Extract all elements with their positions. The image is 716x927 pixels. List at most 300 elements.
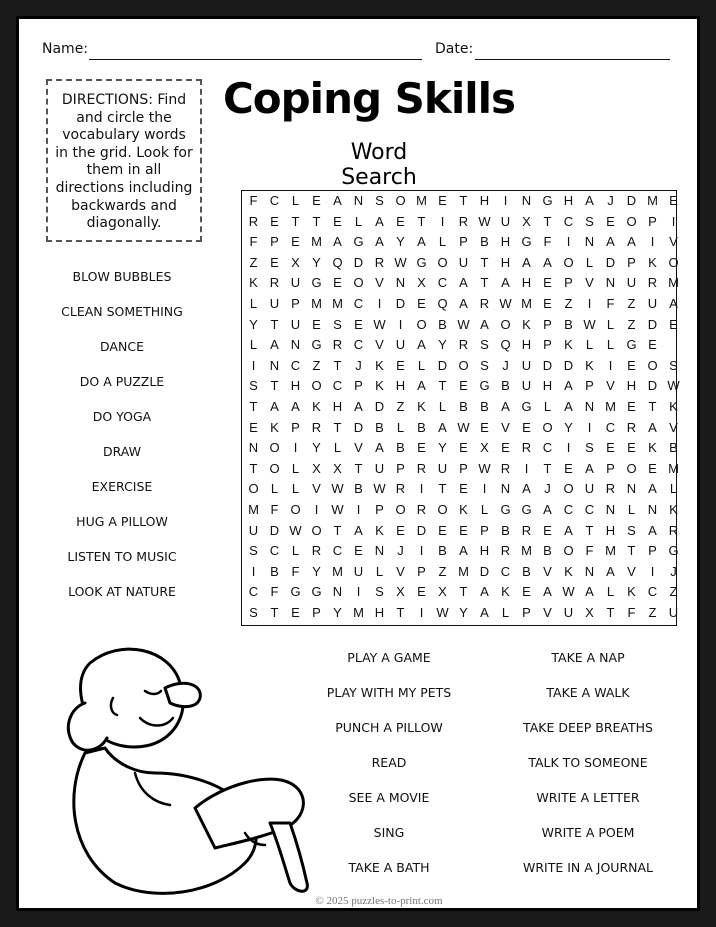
grid-letter[interactable]: Z — [438, 563, 447, 579]
grid-letter[interactable]: T — [438, 378, 447, 394]
grid-letter[interactable]: O — [458, 357, 469, 373]
grid-letter[interactable]: M — [311, 234, 322, 250]
grid-letter[interactable]: T — [333, 419, 342, 435]
grid-letter[interactable]: I — [398, 316, 403, 332]
grid-letter[interactable]: S — [249, 378, 258, 394]
grid-letter[interactable]: L — [438, 399, 447, 414]
grid-letter[interactable]: K — [270, 419, 279, 435]
grid-letter[interactable]: Z — [627, 296, 636, 311]
name-line[interactable] — [89, 59, 422, 60]
grid-letter[interactable]: N — [626, 481, 637, 497]
grid-letter[interactable]: S — [249, 605, 258, 620]
grid-letter[interactable]: A — [501, 399, 510, 414]
grid-letter[interactable]: C — [563, 213, 574, 229]
grid-letter[interactable]: O — [311, 522, 322, 538]
grid-letter[interactable]: T — [459, 584, 468, 600]
grid-letter[interactable]: D — [479, 563, 490, 579]
grid-letter[interactable]: K — [627, 584, 636, 600]
grid-letter[interactable]: P — [312, 605, 321, 620]
grid-letter[interactable]: C — [353, 337, 364, 353]
grid-letter[interactable]: P — [354, 378, 363, 394]
grid-letter[interactable]: A — [354, 522, 363, 538]
grid-letter[interactable]: F — [249, 193, 258, 208]
grid-letter[interactable]: W — [499, 296, 512, 311]
grid-letter[interactable]: F — [627, 605, 636, 620]
grid-letter[interactable]: Y — [333, 605, 342, 620]
grid-letter[interactable]: A — [543, 254, 552, 270]
grid-letter[interactable]: K — [375, 522, 384, 538]
grid-letter[interactable]: R — [521, 440, 532, 456]
grid-letter[interactable]: I — [419, 481, 424, 497]
grid-letter[interactable]: Z — [627, 316, 636, 332]
grid-letter[interactable]: Q — [500, 337, 511, 353]
grid-letter[interactable]: L — [291, 543, 300, 559]
grid-letter[interactable]: E — [438, 522, 447, 538]
grid-letter[interactable]: L — [585, 337, 594, 353]
grid-letter[interactable]: R — [458, 213, 469, 229]
grid-letter[interactable]: M — [605, 543, 616, 559]
grid-letter[interactable]: R — [374, 254, 385, 270]
grid-letter[interactable]: A — [459, 296, 468, 311]
grid-letter[interactable]: D — [437, 357, 448, 373]
grid-letter[interactable]: E — [291, 234, 300, 250]
grid-letter[interactable]: T — [396, 605, 405, 620]
grid-letter[interactable]: K — [648, 440, 657, 456]
grid-letter[interactable]: R — [416, 460, 427, 476]
grid-letter[interactable]: I — [608, 357, 613, 373]
grid-letter[interactable]: W — [331, 502, 344, 517]
grid-letter[interactable]: K — [585, 357, 594, 373]
grid-letter[interactable]: I — [293, 440, 298, 456]
grid-letter[interactable]: O — [437, 254, 448, 270]
grid-letter[interactable]: N — [374, 543, 385, 559]
grid-letter[interactable]: Y — [312, 254, 321, 270]
grid-letter[interactable]: F — [543, 234, 552, 250]
grid-letter[interactable]: L — [627, 502, 636, 517]
grid-letter[interactable]: O — [395, 502, 406, 517]
grid-letter[interactable]: R — [311, 543, 322, 559]
grid-letter[interactable]: M — [248, 502, 259, 517]
grid-letter[interactable]: A — [522, 254, 531, 270]
grid-letter[interactable]: I — [587, 296, 592, 311]
grid-letter[interactable]: I — [566, 440, 571, 456]
grid-letter[interactable]: W — [373, 316, 386, 332]
grid-letter[interactable]: E — [522, 584, 531, 600]
grid-letter[interactable]: I — [650, 563, 655, 579]
grid-letter[interactable]: N — [584, 234, 595, 250]
grid-letter[interactable]: P — [522, 605, 531, 620]
grid-letter[interactable]: U — [395, 337, 406, 353]
grid-letter[interactable]: O — [626, 460, 637, 476]
grid-letter[interactable]: V — [501, 419, 510, 435]
grid-letter[interactable]: I — [566, 234, 571, 250]
grid-letter[interactable]: R — [668, 522, 679, 538]
grid-letter[interactable]: I — [440, 213, 445, 229]
grid-letter[interactable]: T — [249, 399, 258, 414]
grid-letter[interactable]: G — [353, 234, 364, 250]
grid-letter[interactable]: V — [312, 481, 321, 497]
grid-letter[interactable]: M — [416, 193, 427, 208]
grid-letter[interactable]: E — [480, 419, 489, 435]
grid-letter[interactable]: E — [417, 584, 426, 600]
grid-letter[interactable]: K — [312, 399, 321, 414]
grid-letter[interactable]: U — [626, 275, 637, 291]
grid-letter[interactable]: N — [500, 481, 511, 497]
grid-letter[interactable]: W — [289, 522, 302, 538]
grid-letter[interactable]: D — [542, 357, 553, 373]
grid-letter[interactable]: U — [437, 460, 448, 476]
grid-letter[interactable]: K — [522, 316, 531, 332]
grid-letter[interactable]: X — [438, 584, 447, 600]
grid-letter[interactable]: E — [669, 316, 678, 332]
grid-letter[interactable]: T — [354, 460, 363, 476]
grid-letter[interactable]: T — [291, 213, 300, 229]
grid-letter[interactable]: Y — [249, 316, 258, 332]
grid-letter[interactable]: X — [522, 213, 531, 229]
grid-letter[interactable]: W — [478, 213, 491, 229]
grid-letter[interactable]: A — [417, 337, 426, 353]
grid-letter[interactable]: Y — [312, 440, 321, 456]
grid-letter[interactable]: Y — [438, 337, 447, 353]
grid-letter[interactable]: E — [270, 213, 279, 229]
grid-letter[interactable]: A — [333, 193, 342, 208]
grid-letter[interactable]: Z — [648, 605, 657, 620]
grid-letter[interactable]: N — [647, 502, 658, 517]
grid-letter[interactable]: H — [521, 337, 532, 353]
grid-letter[interactable]: O — [416, 316, 427, 332]
grid-letter[interactable]: L — [501, 605, 510, 620]
grid-letter[interactable]: Y — [459, 605, 468, 620]
grid-letter[interactable]: E — [333, 213, 342, 229]
grid-letter[interactable]: N — [584, 399, 595, 414]
grid-letter[interactable]: P — [396, 460, 405, 476]
grid-letter[interactable]: R — [647, 275, 658, 291]
grid-letter[interactable]: A — [543, 502, 552, 517]
grid-letter[interactable]: K — [249, 275, 258, 291]
grid-letter[interactable]: B — [480, 234, 489, 250]
grid-letter[interactable]: F — [270, 502, 279, 517]
grid-letter[interactable]: H — [542, 378, 553, 394]
grid-letter[interactable]: O — [395, 193, 406, 208]
grid-letter[interactable]: W — [331, 481, 344, 497]
grid-letter[interactable]: Z — [249, 254, 258, 270]
grid-letter[interactable]: P — [270, 234, 279, 250]
grid-letter[interactable]: T — [249, 460, 258, 476]
grid-letter[interactable]: G — [416, 254, 427, 270]
grid-letter[interactable]: E — [606, 213, 615, 229]
grid-letter[interactable]: F — [606, 296, 615, 311]
grid-letter[interactable]: O — [437, 502, 448, 517]
grid-letter[interactable]: T — [333, 357, 342, 373]
grid-letter[interactable]: L — [543, 399, 552, 414]
grid-letter[interactable]: F — [270, 584, 279, 600]
grid-letter[interactable]: U — [290, 316, 301, 332]
grid-letter[interactable]: F — [291, 563, 300, 579]
grid-letter[interactable]: I — [377, 296, 382, 311]
grid-letter[interactable]: R — [311, 419, 322, 435]
grid-letter[interactable]: U — [563, 605, 574, 620]
grid-letter[interactable]: Q — [437, 296, 448, 311]
grid-letter[interactable]: A — [459, 543, 468, 559]
grid-letter[interactable]: L — [333, 440, 342, 456]
grid-letter[interactable]: A — [375, 440, 384, 456]
grid-letter[interactable]: E — [606, 440, 615, 456]
grid-letter[interactable]: V — [375, 275, 384, 291]
grid-letter[interactable]: A — [291, 399, 300, 414]
grid-letter[interactable]: C — [353, 296, 364, 311]
grid-letter[interactable]: L — [354, 213, 363, 229]
grid-letter[interactable]: K — [648, 254, 657, 270]
grid-letter[interactable]: B — [375, 419, 384, 435]
grid-letter[interactable]: S — [333, 316, 342, 332]
grid-letter[interactable]: L — [291, 193, 300, 208]
grid-letter[interactable]: I — [587, 419, 592, 435]
grid-letter[interactable]: T — [606, 605, 615, 620]
grid-letter[interactable]: B — [417, 419, 426, 435]
grid-letter[interactable]: L — [669, 481, 678, 497]
grid-letter[interactable]: E — [669, 193, 678, 208]
grid-letter[interactable]: A — [438, 419, 447, 435]
grid-letter[interactable]: S — [480, 357, 489, 373]
grid-letter[interactable]: B — [396, 440, 405, 456]
grid-letter[interactable]: R — [605, 481, 616, 497]
grid-letter[interactable]: S — [375, 193, 384, 208]
grid-letter[interactable]: M — [605, 399, 616, 414]
grid-letter[interactable]: E — [459, 481, 468, 497]
grid-letter[interactable]: A — [354, 399, 363, 414]
grid-letter[interactable]: L — [438, 234, 447, 250]
grid-letter[interactable]: X — [312, 460, 321, 476]
grid-letter[interactable]: F — [585, 543, 594, 559]
grid-letter[interactable]: N — [521, 193, 532, 208]
grid-letter[interactable]: Y — [438, 440, 447, 456]
grid-letter[interactable]: B — [270, 563, 279, 579]
grid-letter[interactable]: Q — [332, 254, 343, 270]
grid-letter[interactable]: J — [544, 481, 551, 497]
grid-letter[interactable]: B — [564, 316, 573, 332]
grid-letter[interactable]: G — [311, 275, 322, 291]
grid-letter[interactable]: C — [500, 563, 511, 579]
grid-letter[interactable]: L — [606, 337, 615, 353]
grid-letter[interactable]: R — [521, 522, 532, 538]
grid-letter[interactable]: C — [290, 357, 301, 373]
grid-letter[interactable]: E — [333, 275, 342, 291]
grid-letter[interactable]: S — [585, 440, 594, 456]
grid-letter[interactable]: P — [564, 275, 573, 291]
grid-letter[interactable]: N — [605, 275, 616, 291]
grid-letter[interactable]: H — [521, 275, 532, 291]
grid-letter[interactable]: N — [395, 275, 406, 291]
grid-letter[interactable]: X — [585, 605, 594, 620]
grid-letter[interactable]: C — [332, 543, 343, 559]
grid-letter[interactable]: M — [521, 296, 532, 311]
grid-letter[interactable]: E — [543, 296, 552, 311]
grid-letter[interactable]: W — [667, 378, 680, 394]
grid-letter[interactable]: A — [627, 234, 636, 250]
grid-letter[interactable]: O — [500, 316, 511, 332]
grid-letter[interactable]: X — [417, 275, 426, 291]
grid-letter[interactable]: O — [311, 378, 322, 394]
grid-letter[interactable]: P — [480, 522, 489, 538]
grid-letter[interactable]: X — [291, 254, 300, 270]
grid-letter[interactable]: M — [332, 296, 343, 311]
grid-letter[interactable]: M — [521, 543, 532, 559]
grid-letter[interactable]: B — [543, 543, 552, 559]
grid-letter[interactable]: T — [270, 605, 279, 620]
grid-letter[interactable]: D — [353, 419, 364, 435]
grid-letter[interactable]: P — [459, 460, 468, 476]
grid-letter[interactable]: E — [627, 399, 636, 414]
grid-letter[interactable]: G — [479, 378, 490, 394]
grid-letter[interactable]: R — [479, 296, 490, 311]
grid-letter[interactable]: C — [605, 419, 616, 435]
grid-letter[interactable]: T — [333, 522, 342, 538]
grid-letter[interactable]: A — [375, 213, 384, 229]
grid-letter[interactable]: P — [543, 316, 552, 332]
grid-letter[interactable]: E — [396, 213, 405, 229]
grid-letter[interactable]: T — [270, 316, 279, 332]
grid-letter[interactable]: W — [562, 584, 575, 600]
grid-letter[interactable]: A — [648, 419, 657, 435]
grid-letter[interactable]: K — [417, 399, 426, 414]
grid-letter[interactable]: E — [648, 460, 657, 476]
grid-letter[interactable]: A — [333, 234, 342, 250]
grid-letter[interactable]: I — [419, 543, 424, 559]
grid-letter[interactable]: T — [585, 522, 594, 538]
grid-letter[interactable]: N — [269, 357, 280, 373]
grid-letter[interactable]: T — [417, 213, 426, 229]
grid-letter[interactable]: S — [375, 584, 384, 600]
grid-letter[interactable]: R — [416, 502, 427, 517]
grid-letter[interactable]: U — [500, 213, 511, 229]
grid-letter[interactable]: E — [459, 378, 468, 394]
grid-letter[interactable]: G — [500, 502, 511, 517]
grid-letter[interactable]: I — [671, 213, 676, 229]
grid-letter[interactable]: U — [353, 563, 364, 579]
grid-letter[interactable]: D — [416, 522, 427, 538]
grid-letter[interactable]: A — [459, 275, 468, 291]
grid-letter[interactable]: U — [290, 275, 301, 291]
grid-letter[interactable]: M — [647, 193, 658, 208]
grid-letter[interactable]: K — [669, 502, 678, 517]
grid-letter[interactable]: E — [459, 440, 468, 456]
grid-letter[interactable]: G — [668, 543, 679, 559]
grid-letter[interactable]: B — [501, 522, 510, 538]
grid-letter[interactable]: H — [605, 522, 616, 538]
grid-letter[interactable]: I — [524, 460, 529, 476]
grid-letter[interactable]: E — [438, 193, 447, 208]
grid-letter[interactable]: W — [478, 460, 491, 476]
grid-letter[interactable]: C — [437, 275, 448, 291]
grid-letter[interactable]: A — [417, 234, 426, 250]
grid-letter[interactable]: H — [395, 378, 406, 394]
grid-letter[interactable]: O — [668, 254, 679, 270]
grid-letter[interactable]: E — [417, 440, 426, 456]
grid-letter[interactable]: L — [249, 337, 258, 353]
grid-letter[interactable]: S — [627, 522, 636, 538]
grid-letter[interactable]: A — [522, 481, 531, 497]
grid-letter[interactable]: A — [648, 481, 657, 497]
grid-letter[interactable]: T — [543, 460, 552, 476]
grid-letter[interactable]: V — [396, 563, 405, 579]
grid-letter[interactable]: A — [543, 584, 552, 600]
grid-letter[interactable]: Y — [396, 234, 405, 250]
grid-letter[interactable]: K — [375, 378, 384, 394]
grid-letter[interactable]: Z — [312, 357, 321, 373]
grid-letter[interactable]: V — [627, 563, 636, 579]
grid-letter[interactable]: M — [668, 275, 679, 291]
grid-letter[interactable]: M — [311, 296, 322, 311]
grid-letter[interactable]: L — [375, 563, 384, 579]
grid-letter[interactable]: P — [291, 296, 300, 311]
grid-letter[interactable]: K — [669, 399, 678, 414]
grid-letter[interactable]: R — [332, 337, 343, 353]
grid-letter[interactable]: G — [626, 337, 637, 353]
grid-letter[interactable]: E — [354, 316, 363, 332]
grid-letter[interactable]: O — [563, 254, 574, 270]
grid-letter[interactable]: O — [248, 481, 259, 497]
grid-letter[interactable]: D — [647, 316, 658, 332]
grid-letter[interactable]: U — [584, 481, 595, 497]
grid-letter[interactable]: L — [249, 296, 258, 311]
grid-letter[interactable]: I — [650, 234, 655, 250]
grid-letter[interactable]: A — [480, 584, 489, 600]
grid-letter[interactable]: G — [521, 502, 532, 517]
grid-letter[interactable]: T — [480, 254, 489, 270]
grid-letter[interactable]: A — [375, 234, 384, 250]
grid-letter[interactable]: E — [270, 254, 279, 270]
grid-letter[interactable]: E — [417, 296, 426, 311]
grid-letter[interactable]: B — [459, 399, 468, 414]
grid-letter[interactable]: A — [501, 275, 510, 291]
grid-letter[interactable]: R — [626, 419, 637, 435]
grid-letter[interactable]: H — [500, 234, 511, 250]
grid-letter[interactable]: E — [459, 522, 468, 538]
grid-letter[interactable]: K — [564, 563, 573, 579]
grid-letter[interactable]: L — [606, 584, 615, 600]
grid-letter[interactable]: E — [648, 337, 657, 353]
grid-letter[interactable]: O — [626, 213, 637, 229]
grid-letter[interactable]: W — [394, 254, 407, 270]
grid-letter[interactable]: W — [373, 481, 386, 497]
grid-letter[interactable]: O — [290, 502, 301, 517]
grid-letter[interactable]: D — [626, 193, 637, 208]
grid-letter[interactable]: C — [584, 502, 595, 517]
grid-letter[interactable]: A — [270, 337, 279, 353]
grid-letter[interactable]: R — [248, 213, 259, 229]
grid-letter[interactable]: M — [458, 563, 469, 579]
grid-letter[interactable]: A — [564, 378, 573, 394]
grid-letter[interactable]: A — [606, 234, 615, 250]
grid-letter[interactable]: L — [270, 481, 279, 497]
grid-letter[interactable]: A — [585, 584, 594, 600]
grid-letter[interactable]: I — [419, 605, 424, 620]
grid-letter[interactable]: U — [458, 254, 469, 270]
grid-letter[interactable]: N — [353, 193, 364, 208]
grid-letter[interactable]: C — [563, 502, 574, 517]
grid-letter[interactable]: I — [356, 502, 361, 517]
grid-letter[interactable]: T — [459, 193, 468, 208]
grid-letter[interactable]: D — [269, 522, 280, 538]
grid-letter[interactable]: O — [269, 440, 280, 456]
grid-letter[interactable]: N — [605, 502, 616, 517]
grid-letter[interactable]: T — [270, 378, 279, 394]
grid-letter[interactable]: B — [480, 399, 489, 414]
grid-letter[interactable]: V — [669, 234, 678, 250]
grid-letter[interactable]: W — [583, 316, 596, 332]
grid-letter[interactable]: T — [648, 399, 657, 414]
grid-letter[interactable]: D — [605, 254, 616, 270]
